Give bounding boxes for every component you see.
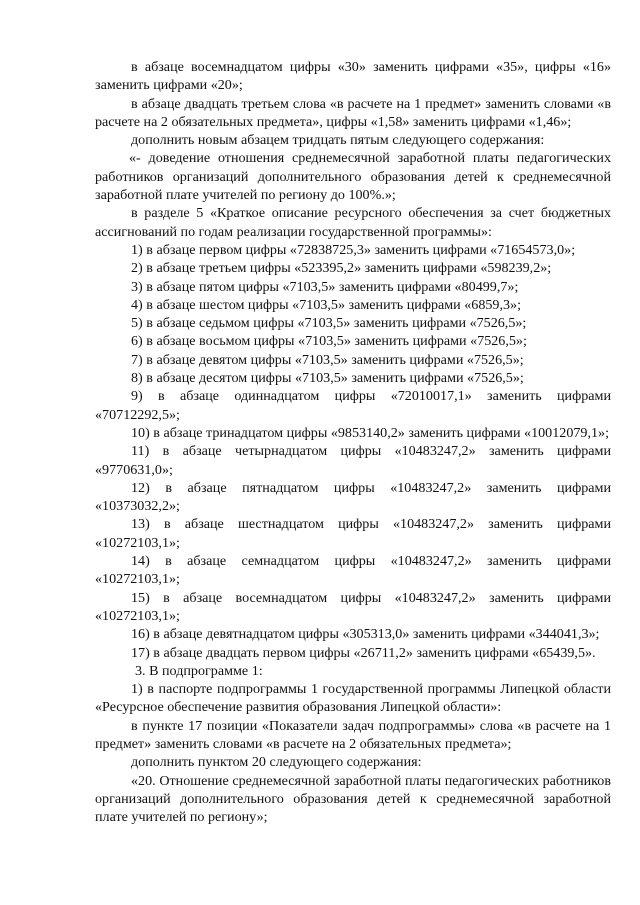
section-5-heading: в разделе 5 «Краткое описание ресурсного обеспечения за счет бюджетных ассигнований по годам реализации государственной программы»: [95,205,611,240]
paragraph-add-35: дополнить новым абзацем тридцать пятым следующего содержания: [131,132,545,149]
list-item-15: 15) в абзаце восемнадцатом цифры «10483247,2» заменить цифрами «10272103,1»; [95,589,611,624]
document-page [95,58,611,826]
list-item-2: 2) в абзаце третьем цифры «523395,2» заменить цифрами «598239,2»; [131,260,552,277]
subprogram-1-add-20: дополнить пунктом 20 следующего содержания: [131,754,422,771]
subprogram-1-point-17: в пункте 17 позиции «Показатели задач подпрограммы» слова «в расчете на 1 предмет» заменить словами «в расчете на 2 обязательных предмета»; [95,717,611,752]
paragraph-35-text: «- доведение отношения среднемесячной заработной платы педагогических работников организаций дополнительного образования детей к среднемесячной заработной плате учителей по региону до 100%.»; [95,150,611,204]
list-item-1: 1) в абзаце первом цифры «72838725,3» заменить цифрами «71654573,0»; [131,241,576,258]
list-item-9: 9) в абзаце одиннадцатом цифры «72010017,1» заменить цифрами «70712292,5»; [95,388,611,423]
list-item-3: 3) в абзаце пятом цифры «7103,5» заменить цифрами «80499,7»; [131,278,519,295]
list-item-14: 14) в абзаце семнадцатом цифры «10483247,2» заменить цифрами «10272103,1»; [95,553,611,588]
list-item-17: 17) в абзаце двадцать первом цифры «26711,2» заменить цифрами «65439,5». [131,644,596,661]
paragraph-23: в абзаце двадцать третьем слова «в расчете на 1 предмет» заменить словами «в расчете на 2 обязательных предмета», цифры «1,58» заменить цифрами «1,46»; [95,95,611,130]
paragraph-18: в абзаце восемнадцатом цифры «30» заменить цифрами «35», цифры «16» заменить цифрами «20»; [95,59,611,94]
list-item-6: 6) в абзаце восьмом цифры «7103,5» заменить цифрами «7526,5»; [131,333,527,350]
list-item-8: 8) в абзаце десятом цифры «7103,5» заменить цифрами «7526,5»; [131,370,524,387]
list-item-4: 4) в абзаце шестом цифры «7103,5» заменить цифрами «6859,3»; [131,296,522,313]
list-item-7: 7) в абзаце девятом цифры «7103,5» заменить цифрами «7526,5»; [131,351,524,368]
list-item-13: 13) в абзаце шестнадцатом цифры «10483247,2» заменить цифрами «10272103,1»; [95,516,611,551]
list-item-11: 11) в абзаце четырнадцатом цифры «10483247,2» заменить цифрами «9770631,0»; [95,443,611,478]
subprogram-1-passport: 1) в паспорте подпрограммы 1 государственной программы Липецкой области «Ресурсное обеспечение развития образования Липецкой области»: [95,681,611,716]
list-item-10: 10) в абзаце тринадцатом цифры «9853140,2» заменить цифрами «10012079,1»; [131,424,609,441]
list-item-12: 12) в абзаце пятнадцатом цифры «10483247,2» заменить цифрами «10373032,2»; [95,479,611,515]
subprogram-1-heading: 3. В подпрограмме 1: [135,662,263,679]
list-item-16: 16) в абзаце девятнадцатом цифры «305313,0» заменить цифрами «344041,3»; [131,626,600,643]
subprogram-1-point-20-text: «20. Отношение среднемесячной заработной платы педагогических работников организаций дополнительного образования детей к среднемесячной заработной плате учителей по региону»; [95,772,611,826]
list-item-5: 5) в абзаце седьмом цифры «7103,5» заменить цифрами «7526,5»; [131,315,527,332]
